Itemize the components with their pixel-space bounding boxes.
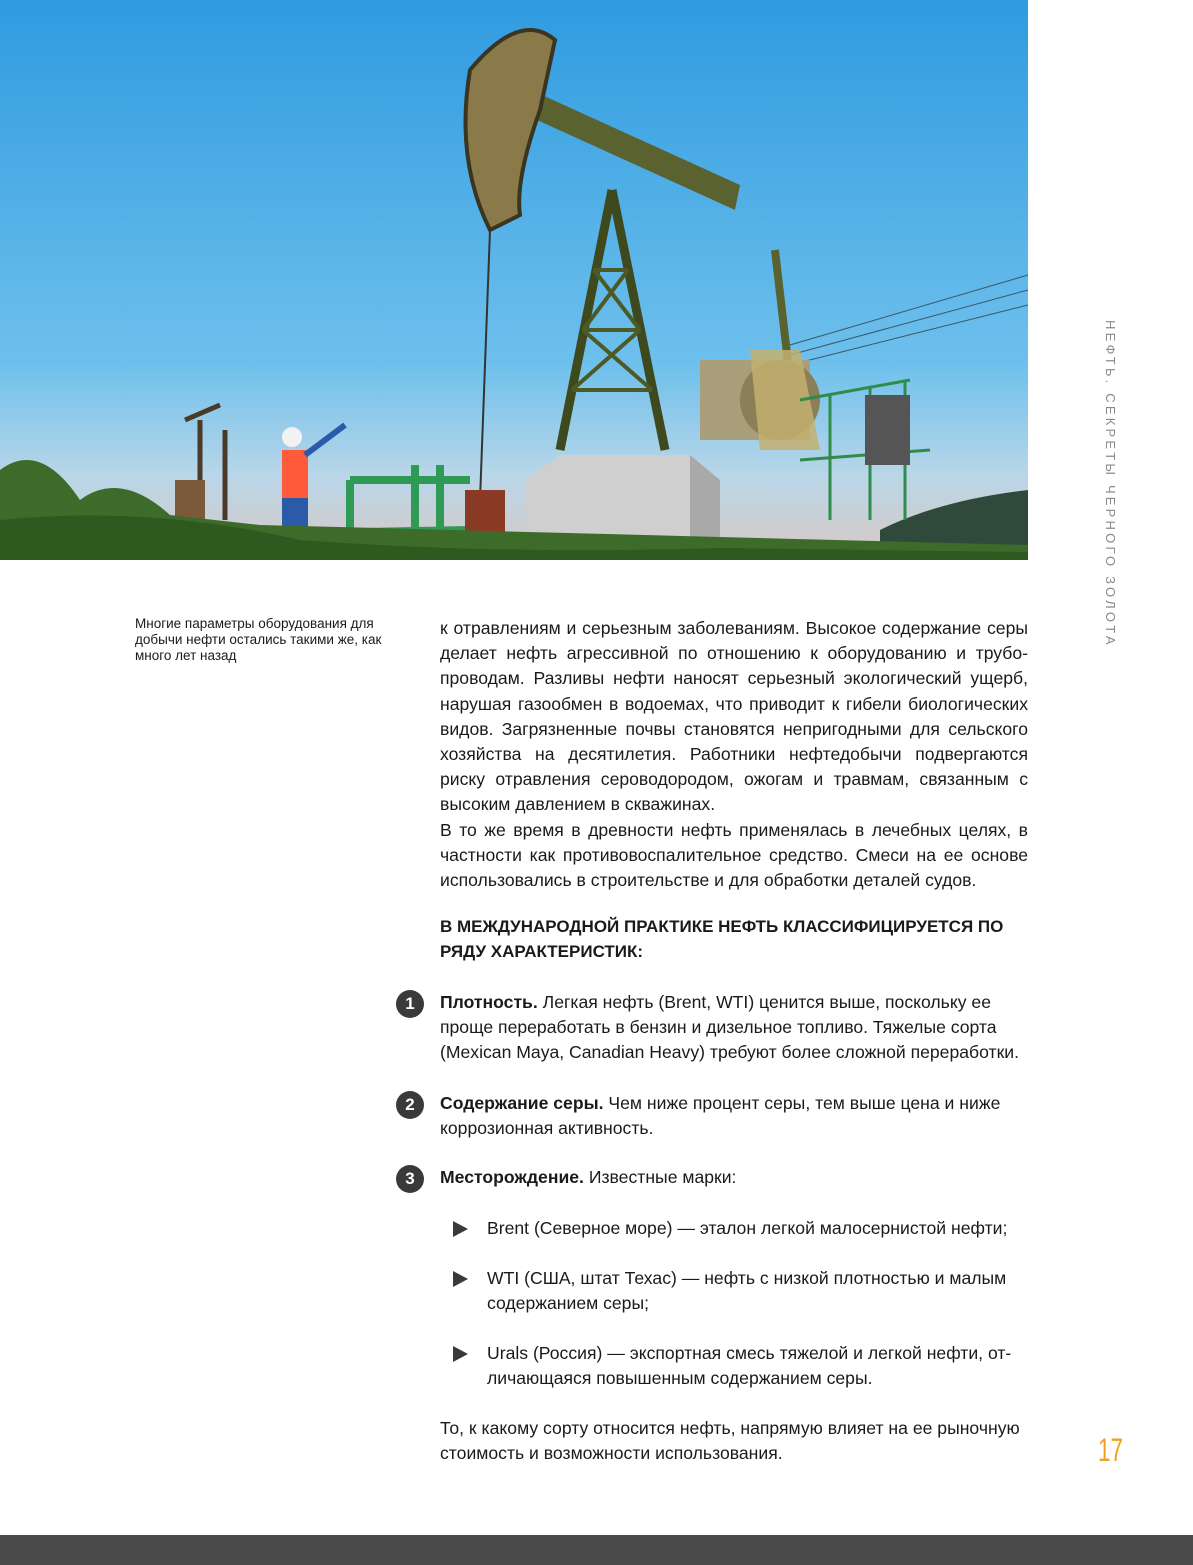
bullet-item-urals xyxy=(487,1341,1028,1391)
body-paragraph: В то же время в древности нефть применялась в лечебных целях, в частности как противовоспалительное средство. Смеси на ее основе использовались в строительстве и для обработки деталей судов. xyxy=(440,819,1028,891)
bullet-text: WTI (США, штат Техас) — нефть с низкой плотностью и малым содержанием серы; xyxy=(487,1268,1007,1314)
footer-bar xyxy=(0,1535,1193,1565)
bullet-item-brent xyxy=(487,1216,1028,1241)
item-term: Плотность. xyxy=(440,992,538,1012)
triangle-bullet-icon xyxy=(453,1271,468,1287)
bullet-text: Brent (Северное море) — эталон легкой малосернистой нефти; xyxy=(487,1218,1008,1238)
body-paragraph: к отравлениям и серьезным заболеваниям. Высокое содержание серы делает нефть агрессивной по отношению к оборудованию и трубопроводам. Разливы нефти наносят серьезный экологический ущерб, нарушая газообмен в водоемах, что приводит к гибели биологических видов. Загрязненные почвы становятся непригодными для сельского хозяйства на десятилетия. Работники нефтедобычи подвергаются риску отравления сероводородом, ожогам и травмам, связанным с высоким давлением в скважинах. xyxy=(440,618,1028,815)
bullet-item-wti xyxy=(487,1266,1028,1316)
number-badge: 1 xyxy=(396,990,424,1018)
number-badge: 2 xyxy=(396,1091,424,1119)
item-term: Месторождение. xyxy=(440,1167,584,1187)
item-term: Содержание серы. xyxy=(440,1093,604,1113)
body-text xyxy=(440,616,1028,893)
bullet-text: Urals (Россия) — экспортная смесь тяжелой и легкой нефти, отличающаяся повышенным содержанием серы. xyxy=(487,1343,1012,1389)
page-number: 17 xyxy=(1098,1432,1123,1468)
item-text: Легкая нефть (Brent, WTI) ценится выше, поскольку ее проще переработать в бензин и дизельное топливо. Тяжелые сорта (Mexican Maya, Canadian Heavy) требуют более сложной переработки. xyxy=(440,992,1019,1063)
closing-paragraph: То, к какому сорту относится нефть, напрямую влияет на ее рыночную стоимость и возможности использования. xyxy=(440,1418,1020,1464)
triangle-bullet-icon xyxy=(453,1346,468,1362)
photo-caption: Многие параметры оборудования для добычи нефти остались такими же, как много лет назад xyxy=(135,616,382,663)
numbered-item-sulfur xyxy=(405,1091,1028,1141)
section-heading: В МЕЖДУНАРОДНОЙ ПРАКТИКЕ НЕФТЬ КЛАССИФИЦИРУЕТСЯ ПО РЯДУ ХАРАКТЕРИСТИК: xyxy=(440,917,1004,961)
triangle-bullet-icon xyxy=(453,1221,468,1237)
numbered-item-density xyxy=(405,990,1028,1066)
item-text: Чем ниже процент серы, тем выше цена и ниже коррозионная активность. xyxy=(440,1093,1001,1139)
item-text: Известные марки: xyxy=(583,1167,737,1187)
running-head: НЕФТЬ. СЕКРЕТЫ ЧЕРНОГО ЗОЛОТА xyxy=(1103,320,1118,648)
number-badge: 3 xyxy=(396,1165,424,1193)
numbered-item-deposit xyxy=(405,1165,1028,1190)
oil-pump-photo xyxy=(0,0,1028,560)
